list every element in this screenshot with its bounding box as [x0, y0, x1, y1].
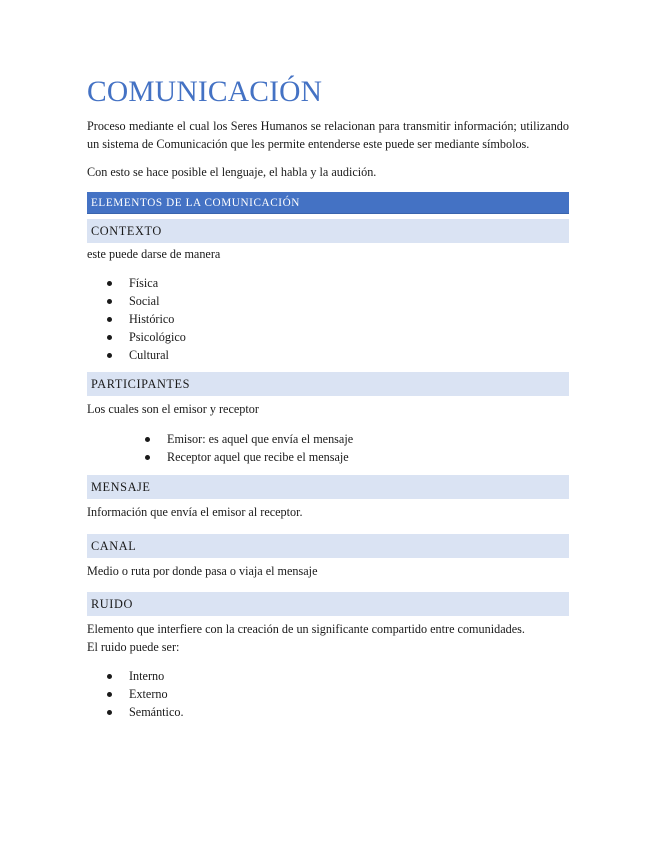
document-body [87, 74, 569, 721]
bullet-icon [107, 674, 112, 679]
bullet-icon [107, 335, 112, 340]
section-heading-participantes: PARTICIPANTES [87, 372, 569, 396]
bullet-icon [145, 455, 150, 460]
canal-text: Medio o ruta por donde pasa o viaja el mensaje [87, 563, 318, 578]
participantes-list [87, 430, 569, 466]
ruido-text-2: El ruido puede ser: [87, 639, 180, 654]
list-item: Semántico. [129, 703, 569, 721]
section-heading-contexto: CONTEXTO [87, 219, 569, 243]
bullet-icon [107, 317, 112, 322]
participantes-text: Los cuales son el emisor y receptor [87, 402, 259, 417]
ruido-list [87, 667, 569, 721]
list-item: Psicológico [129, 328, 569, 346]
contexto-text: este puede darse de manera [87, 246, 221, 261]
list-item: Receptor aquel que recibe el mensaje [167, 448, 569, 466]
list-item: Emisor: es aquel que envía el mensaje [167, 430, 569, 448]
contexto-list [87, 274, 569, 364]
bullet-icon [107, 281, 112, 286]
bullet-icon [107, 299, 112, 304]
section-heading-elementos: ELEMENTOS DE LA COMUNICACIÓN [87, 192, 569, 214]
list-item: Cultural [129, 346, 569, 364]
mensaje-text: Información que envía el emisor al receptor. [87, 504, 303, 519]
list-item: Física [129, 274, 569, 292]
intro-paragraph-2: Con esto se hace posible el lenguaje, el habla y la audición. [87, 165, 377, 180]
page-title: COMUNICACIÓN [87, 76, 323, 108]
bullet-icon [107, 353, 112, 358]
bullet-icon [107, 710, 112, 715]
list-item: Histórico [129, 310, 569, 328]
section-heading-ruido: RUIDO [87, 592, 569, 616]
bullet-icon [107, 692, 112, 697]
section-heading-canal: CANAL [87, 534, 569, 558]
list-item: Externo [129, 685, 569, 703]
list-item: Social [129, 292, 569, 310]
intro-paragraph: Proceso mediante el cual los Seres Humanos se relacionan para transmitir información; utilizando un sistema de Comunicación que les permite entenderse este puede ser mediante símbolos. [87, 119, 569, 151]
section-heading-mensaje: MENSAJE [87, 475, 569, 499]
ruido-text: Elemento que interfiere con la creación de un significante compartido entre comunidades. [87, 622, 525, 637]
list-item: Interno [129, 667, 569, 685]
bullet-icon [145, 437, 150, 442]
